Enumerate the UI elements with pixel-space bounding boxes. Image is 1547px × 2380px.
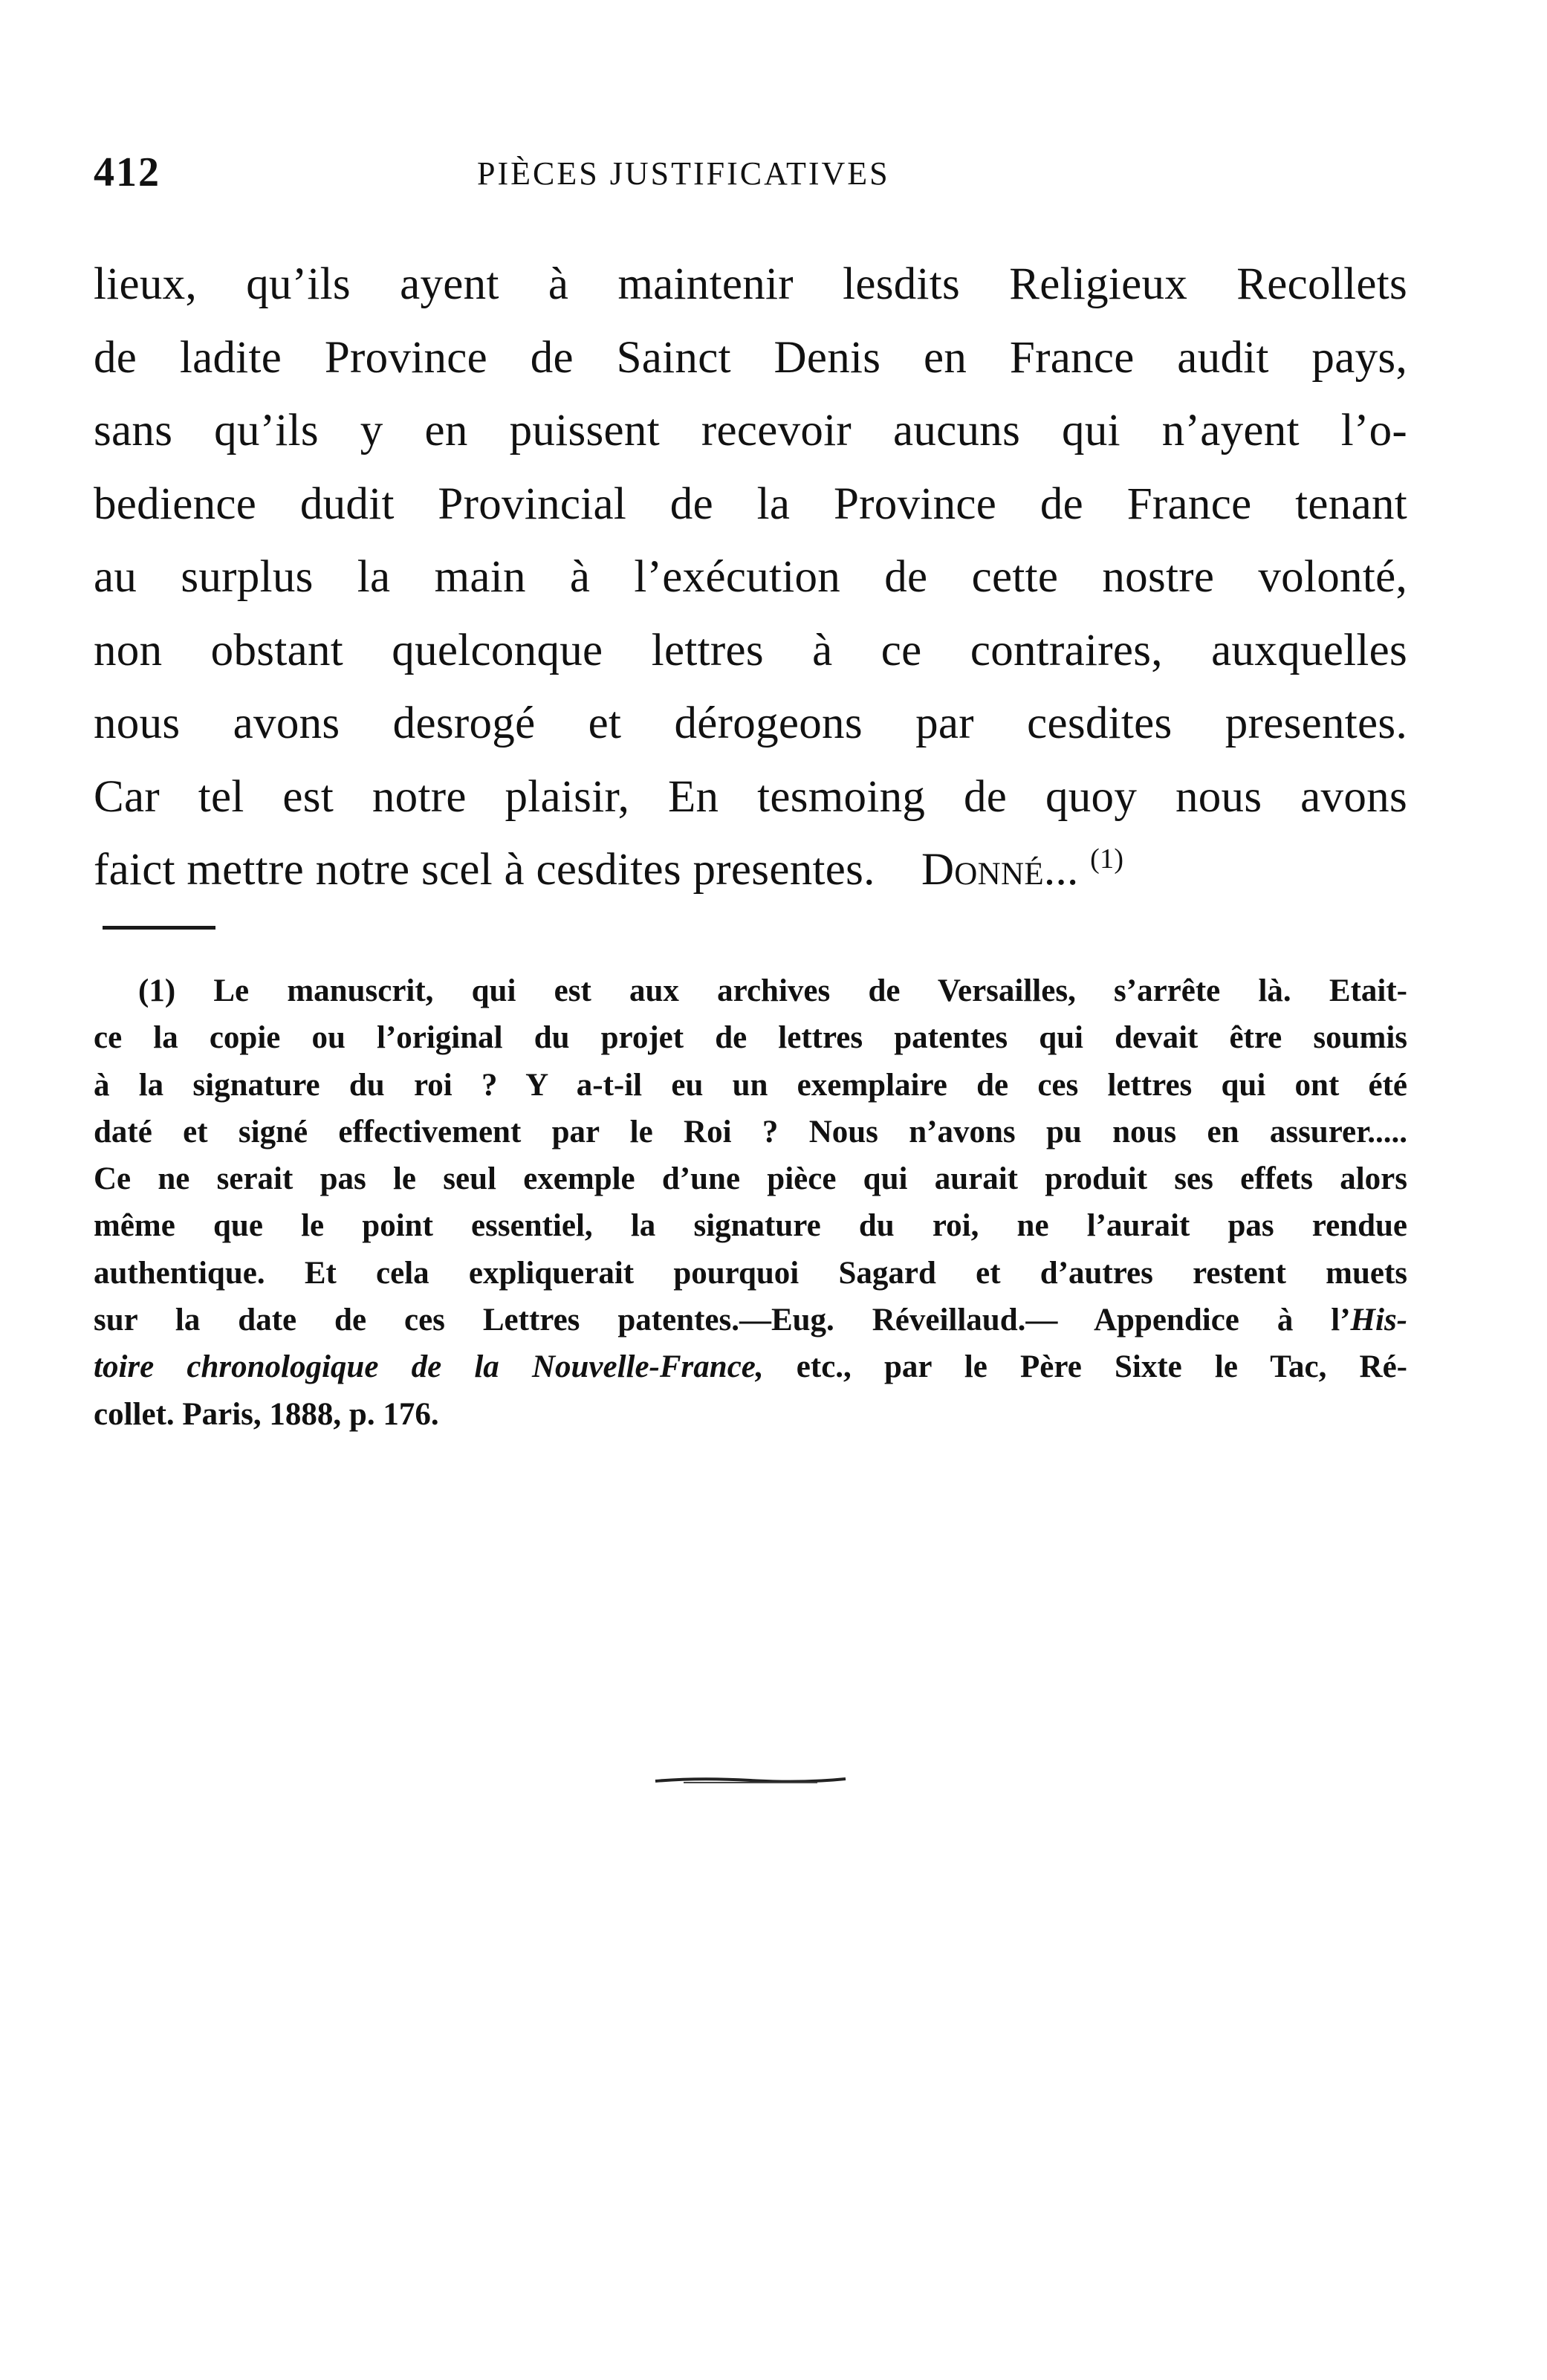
footnote-line-last: collet. Paris, 1888, p. 176. [94,1396,439,1432]
footnote-line: Ce ne serait pas le seul exemple d’une pièce qui aurait produit ses effets alors [94,1161,1407,1197]
footnote-line: authentique. Et cela expliquerait pourquoi Sagard et d’autres restent muets [94,1255,1407,1291]
page-number: 412 [94,149,160,195]
body-line-last [94,834,1407,907]
donne-smallcaps: Donné... [921,845,1079,895]
footnote [94,967,1407,1438]
body-line: de ladite Province de Sainct Denis en France audit pays, [94,332,1407,383]
footnote-line [94,1343,1407,1390]
body-line: Car tel est notre plaisir, En tesmoing de quoy nous avons [94,771,1407,822]
footnote-line: (1) Le manuscrit, qui est aux archives de Versailles, s’arrête là. Etait- [138,973,1407,1008]
body-line: lieux, qu’ils ayent à maintenir lesdits Religieux Recollets [94,259,1407,309]
body-line: sans qu’ils y en puissent recevoir aucuns qui n’ayent l’o- [94,406,1407,455]
body-line: au surplus la main à l’exécution de cette nostre volonté, [94,552,1407,602]
footnote-line8-text: sur la date de ces Lettres patentes.—Eug. Réveillaud.— Appendice à l’ [94,1303,1351,1338]
footnote-line: ce la copie ou l’original du projet de lettres patentes qui devait être soumis [94,1020,1407,1056]
footnote-line: daté et signé effectivement par le Roi ? Nous n’avons pu nous en assurer..... [94,1114,1407,1150]
tailpiece-ornament [654,1774,847,1785]
running-title: PIÈCES JUSTIFICATIVES [477,155,890,192]
body-line: nous avons desrogé et dérogeons par cesdites presentes. [94,698,1407,748]
footnote-line: même que le point essentiel, la signature du roi, ne l’aurait pas rendue [94,1208,1407,1244]
footnote-reference: (1) [1090,843,1124,875]
running-head [94,149,1431,201]
body-text [94,248,1407,907]
footnote-line8-italic: His- [1350,1303,1407,1338]
body-line: non obstant quelconque lettres à ce contraires, auxquelles [94,625,1407,675]
footnote-line: à la signature du roi ? Y a-t-il eu un exemplaire de ces lettres qui ont été [94,1067,1407,1103]
footnote-line [94,1297,1407,1343]
footnote-line9-text: etc., par le Père Sixte le Tac, Ré- [763,1349,1407,1385]
body-line: bedience dudit Provincial de la Province de France tenant [94,479,1407,529]
body-last-text: faict mettre notre scel à cesdites presentes. [94,845,875,895]
footnote-separator-rule [103,926,215,930]
footnote-line9-italic: toire chronologique de la Nouvelle-France, [94,1349,764,1385]
